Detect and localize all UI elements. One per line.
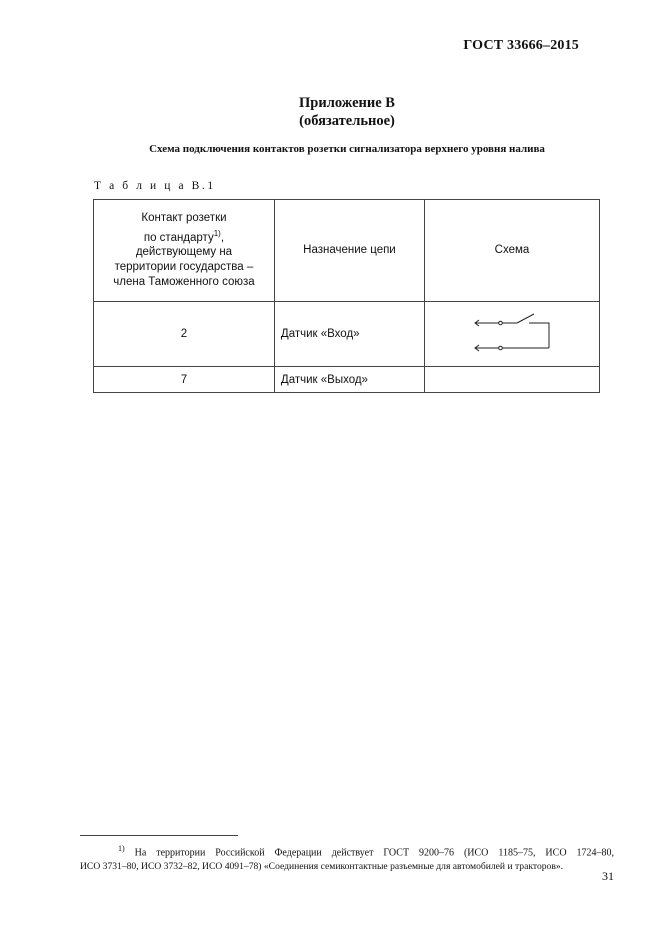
footnote-line1: На территории Российской Федерации действует ГОСТ 9200–76 (ИСО 1185–75, ИСО 1724–80, (134, 847, 614, 859)
cell-purpose: Датчик «Выход» (274, 367, 424, 393)
footnote-ref: 1) (213, 228, 221, 238)
header-purpose: Назначение цепи (274, 200, 424, 302)
cell-contact: 2 (94, 302, 275, 367)
footnote (80, 842, 614, 874)
document-code: ГОСТ 33666–2015 (463, 38, 579, 53)
annex-status: (обязательное) (299, 113, 395, 129)
cell-scheme-empty (424, 367, 599, 393)
footnote-marker: 1) (118, 844, 125, 853)
switch-circuit-diagram (425, 302, 599, 366)
annex-title: Приложение В (299, 95, 395, 111)
scheme-title: Схема подключения контактов розетки сигнализатора верхнего уровня налива (149, 143, 545, 155)
contacts-table (93, 199, 600, 393)
table-row (94, 367, 600, 393)
header-contact: Контакт розетки по стандарту$^{1)}$, действующему на территории государства – члена Таможенного союза (94, 200, 275, 302)
cell-scheme (424, 302, 599, 367)
annex-heading (0, 94, 661, 130)
cell-contact: 7 (94, 367, 275, 393)
footnote-separator (80, 835, 238, 836)
footnote-line2: ИСО 3731–80, ИСО 3732–82, ИСО 4091–78) «Соединения семиконтактные разъемные для автомобилей и тракторов». (80, 861, 564, 873)
page-number: 31 (602, 869, 614, 883)
cell-purpose: Датчик «Вход» (274, 302, 424, 367)
table-label: Т а б л и ц а В.1 (94, 180, 216, 192)
table-header-row (94, 200, 600, 302)
header-scheme: Схема (424, 200, 599, 302)
table-row (94, 302, 600, 367)
